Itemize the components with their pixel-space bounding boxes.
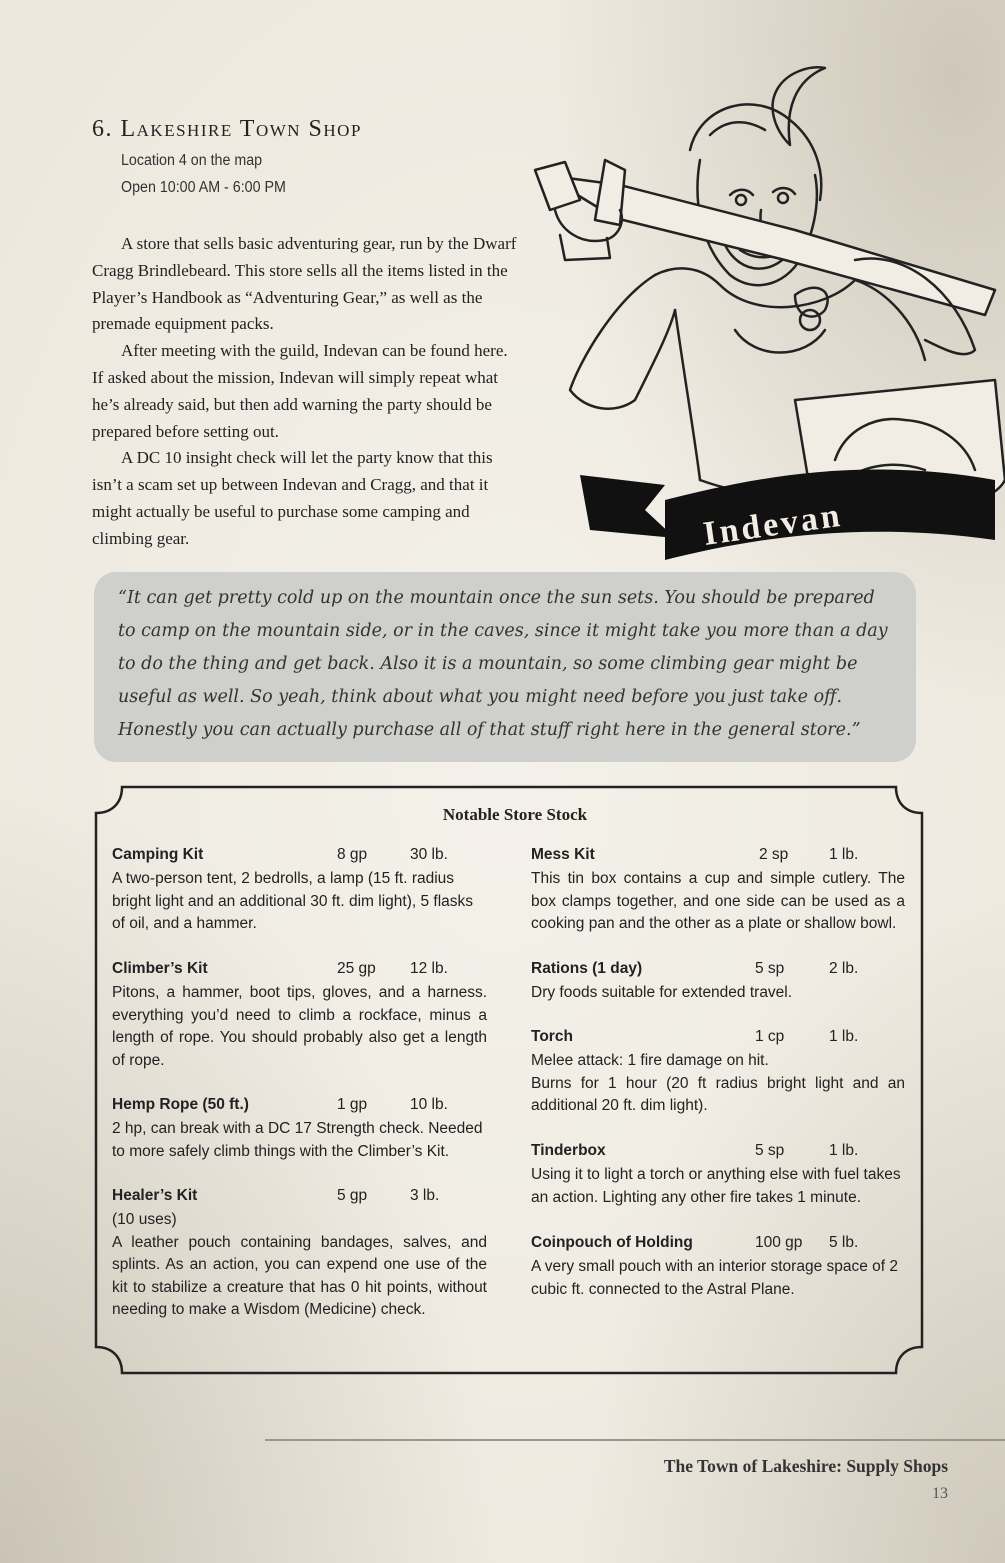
item-cost: 1 gp bbox=[337, 1096, 368, 1113]
item-description: Dry foods suitable for extended travel. bbox=[531, 984, 793, 1001]
item-cost: 5 sp bbox=[755, 960, 785, 977]
stock-item bbox=[531, 960, 911, 1005]
stock-item bbox=[531, 1028, 911, 1118]
intro-text bbox=[92, 231, 517, 553]
item-weight: 1 lb. bbox=[829, 846, 859, 863]
intro-paragraph: A DC 10 insight check will let the party know that this isn’t a scam set up between Indevan and Cragg, and that it might actually be useful to purchase some camping and climbing gear. bbox=[92, 448, 493, 548]
item-cost: 2 sp bbox=[759, 846, 789, 863]
item-cost: 5 sp bbox=[755, 1142, 785, 1159]
item-cost: 100 gp bbox=[755, 1234, 803, 1251]
footer-divider bbox=[265, 1439, 1005, 1441]
stock-item bbox=[531, 1142, 911, 1209]
banner-label: Indevan bbox=[700, 496, 845, 553]
item-name: Healer’s Kit bbox=[112, 1187, 198, 1204]
stock-item bbox=[531, 1234, 911, 1301]
item-description: A very small pouch with an interior storage space of 2 cubic ft. connected to the Astral Plane. bbox=[531, 1258, 899, 1298]
item-description: Pitons, a hammer, boot tips, gloves, and a harness. everything you’d need to climb a rockface, minus a length of rope. You should probably also get a length of rope. bbox=[112, 984, 487, 1069]
item-name: Rations (1 day) bbox=[531, 960, 643, 977]
stock-item bbox=[531, 846, 911, 936]
item-description: A two-person tent, 2 bedrolls, a lamp (15 ft. radius bright light and an additional 30 ft. dim light), 5 flasks of oil, and a hammer. bbox=[112, 870, 474, 933]
item-name: Torch bbox=[531, 1028, 573, 1045]
stock-item bbox=[112, 1187, 492, 1322]
intro-paragraph: A store that sells basic adventuring gear, run by the Dwarf Cragg Brindlebeard. This store sells all the items listed in the Player’s Handbook as “Adventuring Gear,” as well as the premade equipment packs. bbox=[92, 234, 517, 334]
item-name: Mess Kit bbox=[531, 846, 595, 863]
item-description: 2 hp, can break with a DC 17 Strength check. Needed to more safely climb things with the Climber’s Kit. bbox=[112, 1120, 483, 1160]
item-note: (10 uses) bbox=[112, 1211, 177, 1228]
location-note: Location 4 on the map bbox=[121, 152, 263, 169]
item-weight: 12 lb. bbox=[410, 960, 448, 977]
item-description: This tin box contains a cup and simple cutlery. The box clamps together, and one side can be used as a cooking pan and the other as a plate or shallow bowl. bbox=[531, 870, 905, 933]
item-name: Hemp Rope (50 ft.) bbox=[112, 1096, 249, 1113]
item-weight: 3 lb. bbox=[410, 1187, 440, 1204]
stock-item bbox=[112, 960, 492, 1072]
item-description-extra: Burns for 1 hour (20 ft radius bright light and an additional 20 ft. dim light). bbox=[531, 1074, 905, 1115]
stock-item bbox=[112, 846, 492, 936]
intro-paragraph: After meeting with the guild, Indevan can be found here. If asked about the mission, Indevan will simply repeat what he’s already said, but then add warning the party should be prepared before setting out. bbox=[92, 341, 508, 441]
item-cost: 8 gp bbox=[337, 846, 368, 863]
quote-text: “It can get pretty cold up on the mountain once the sun sets. You should be prepared to camp on the mountain side, or in the caves, since it might take you more than a day to do the thing and get back. Also it is a mountain, so some climbing gear might be useful as well. So yeah, think about what you might need before you just take off. Honestly you can actually purchase all of that stuff right here in the general store.” bbox=[118, 588, 888, 740]
item-weight: 1 lb. bbox=[829, 1142, 859, 1159]
item-weight: 1 lb. bbox=[829, 1028, 859, 1045]
section-heading: 6. Lakeshire Town Shop bbox=[92, 116, 362, 142]
opening-hours: Open 10:00 AM - 6:00 PM bbox=[121, 179, 286, 196]
item-name: Coinpouch of Holding bbox=[531, 1234, 693, 1251]
item-name: Tinderbox bbox=[531, 1142, 606, 1159]
item-cost: 25 gp bbox=[337, 960, 376, 977]
item-weight: 30 lb. bbox=[410, 846, 448, 863]
item-weight: 10 lb. bbox=[410, 1096, 448, 1113]
item-name: Camping Kit bbox=[112, 846, 204, 863]
item-description: A leather pouch containing bandages, salves, and splints. As an action, you can expend one use of the kit to stabilize a creature that has 0 hit points, without needing to make a Wisdom (Medicine) check. bbox=[112, 1233, 487, 1319]
item-weight: 2 lb. bbox=[829, 960, 859, 977]
item-description: Using it to light a torch or anything else with fuel takes an action. Lighting any other fire takes 1 minute. bbox=[531, 1166, 901, 1206]
item-weight: 5 lb. bbox=[829, 1234, 859, 1251]
item-cost: 1 cp bbox=[755, 1028, 785, 1045]
stock-item bbox=[112, 1096, 492, 1163]
item-name: Climber’s Kit bbox=[112, 960, 208, 977]
page-number: 13 bbox=[932, 1485, 948, 1502]
indevan-portrait-illustration bbox=[525, 60, 1005, 580]
footer-chapter-title: The Town of Lakeshire: Supply Shops bbox=[663, 1456, 948, 1476]
item-description: Melee attack: 1 fire damage on hit. bbox=[531, 1052, 769, 1069]
stock-title: Notable Store Stock bbox=[442, 805, 588, 824]
item-cost: 5 gp bbox=[337, 1187, 368, 1204]
